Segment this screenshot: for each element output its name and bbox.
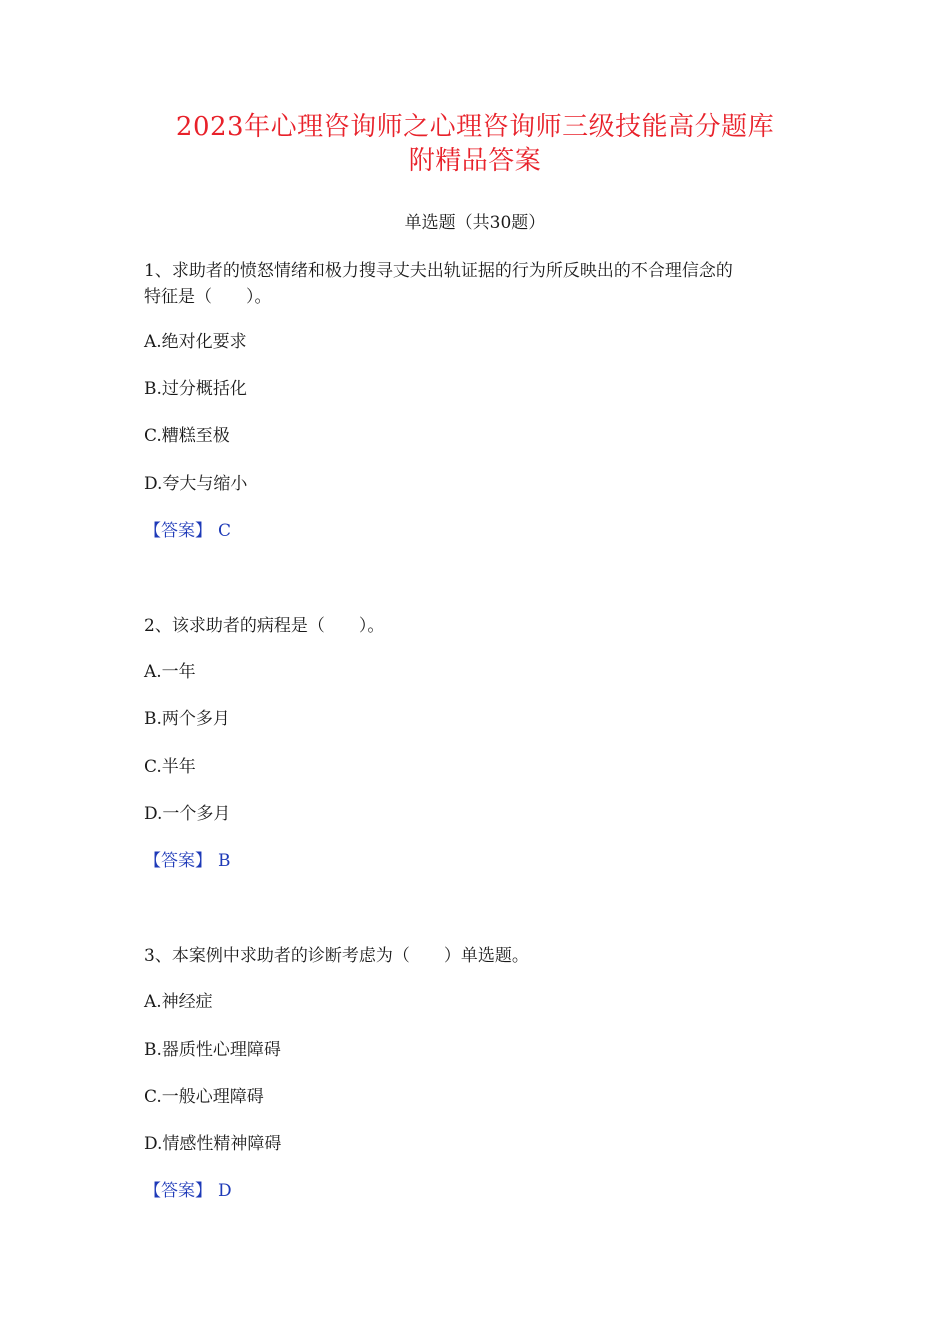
answer-value: D bbox=[218, 1181, 232, 1201]
question-3-option-a: A.神经症 bbox=[144, 992, 213, 1012]
question-1-stem bbox=[144, 258, 824, 310]
section-heading: 单选题（共30题） bbox=[404, 213, 546, 233]
question-3-option-b: B.器质性心理障碍 bbox=[144, 1040, 281, 1060]
question-1-stem-line-1: 1、求助者的愤怒情绪和极力搜寻丈夫出轨证据的行为所反映出的不合理信念的 bbox=[144, 261, 733, 281]
question-1-option-a: A.绝对化要求 bbox=[144, 332, 247, 352]
answer-label: 【答案】 bbox=[144, 1181, 212, 1201]
question-3-stem-line-1: 3、本案例中求助者的诊断考虑为（ ）单选题。 bbox=[144, 946, 529, 966]
question-2-option-a: A.一年 bbox=[144, 662, 196, 682]
question-3-option-d: D.情感性精神障碍 bbox=[144, 1134, 282, 1154]
answer-value: B bbox=[218, 851, 231, 871]
answer-label: 【答案】 bbox=[144, 521, 212, 541]
answer-label: 【答案】 bbox=[144, 851, 212, 871]
question-2-option-b: B.两个多月 bbox=[144, 709, 230, 729]
question-1-option-b: B.过分概括化 bbox=[144, 379, 247, 399]
question-3-stem bbox=[144, 943, 824, 969]
question-2-answer bbox=[144, 849, 231, 873]
question-1-answer bbox=[144, 519, 231, 543]
document-title-line-2: 附精品答案 bbox=[408, 146, 542, 176]
question-2-option-c: C.半年 bbox=[144, 757, 196, 777]
question-2-option-d: D.一个多月 bbox=[144, 804, 231, 824]
question-1-stem-line-2: 特征是（ ）。 bbox=[144, 287, 272, 307]
question-3-answer bbox=[144, 1179, 232, 1203]
question-3-option-c: C.一般心理障碍 bbox=[144, 1087, 264, 1107]
question-1-option-d: D.夸大与缩小 bbox=[144, 474, 248, 494]
question-2-stem bbox=[144, 613, 824, 639]
answer-value: C bbox=[218, 521, 232, 541]
document-title-line-1: 2023年心理咨询师之心理咨询师三级技能高分题库 bbox=[175, 112, 775, 142]
question-2-stem-line-1: 2、该求助者的病程是（ ）。 bbox=[144, 616, 385, 636]
question-1-option-c: C.糟糕至极 bbox=[144, 426, 230, 446]
